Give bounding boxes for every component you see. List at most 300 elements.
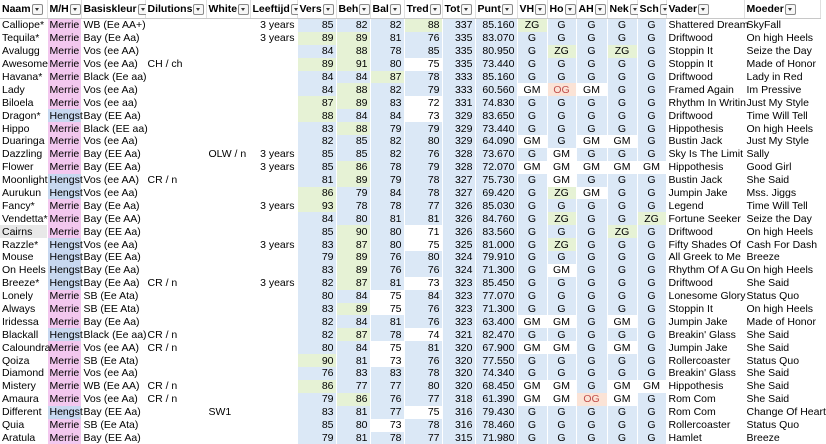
cell-tred[interactable]: 73 [404,109,442,122]
cell-vers[interactable]: 85 [297,225,336,238]
table-row[interactable] [0,277,820,290]
cell-ah[interactable]: G [576,32,607,45]
cell-punt[interactable]: 77.070 [475,290,517,303]
cell-punt[interactable]: 71.300 [475,303,517,316]
cell-punt[interactable]: 60.560 [475,83,517,96]
cell-white[interactable] [206,161,250,174]
cell-naam[interactable]: Awesome [0,58,47,71]
cell-dilutions[interactable] [145,161,206,174]
cell-dilutions[interactable] [145,19,206,32]
cell-vers[interactable]: 93 [297,199,336,212]
cell-dilutions[interactable] [145,187,206,200]
cell-ho[interactable]: G [547,109,576,122]
column-header-tred[interactable] [404,0,442,19]
cell-leeftijd[interactable] [250,419,297,432]
cell-punt[interactable]: 67.900 [475,341,517,354]
cell-ah[interactable]: G [576,277,607,290]
cell-beh[interactable]: 84 [336,71,370,84]
cell-basiskleur[interactable]: Bay (EE Aa) [81,148,145,161]
cell-naam[interactable]: Fancy* [0,199,47,212]
cell-m-h[interactable]: Merrie [47,341,81,354]
cell-m-h[interactable]: Merrie [47,393,81,406]
cell-nek[interactable]: G [607,419,637,432]
cell-vader[interactable]: All Greek to Me [666,251,744,264]
cell-ho[interactable]: G [547,199,576,212]
cell-naam[interactable]: Cairns [0,225,47,238]
cell-tred[interactable]: 76 [404,315,442,328]
cell-vers[interactable]: 82 [297,135,336,148]
cell-tot[interactable]: 316 [442,406,475,419]
cell-ho[interactable]: G [547,303,576,316]
filter-dropdown-icon[interactable] [193,4,204,15]
cell-sch[interactable]: G [637,58,666,71]
cell-sch[interactable]: GM [637,161,666,174]
cell-tot[interactable]: 326 [442,212,475,225]
cell-vader[interactable]: Hippothesis [666,380,744,393]
cell-tred[interactable]: 75 [404,406,442,419]
cell-bal[interactable]: 81 [370,212,404,225]
cell-leeftijd[interactable] [250,135,297,148]
cell-vader[interactable]: Sky Is The Limit [666,148,744,161]
cell-tred[interactable]: 76 [404,354,442,367]
cell-m-h[interactable]: Hengst [47,187,81,200]
cell-punt[interactable]: 69.420 [475,187,517,200]
cell-basiskleur[interactable]: Bay (EE Aa) [81,161,145,174]
cell-basiskleur[interactable]: SB (Ee Ata) [81,419,145,432]
cell-moeder[interactable]: She Said [744,341,820,354]
cell-tot[interactable]: 324 [442,264,475,277]
cell-moeder[interactable]: Seize the Day [744,45,820,58]
cell-beh[interactable]: 82 [336,19,370,32]
cell-sch[interactable]: G [637,367,666,380]
cell-nek[interactable]: G [607,19,637,32]
cell-sch[interactable]: G [637,109,666,122]
cell-vers[interactable]: 89 [297,32,336,45]
table-row[interactable] [0,161,820,174]
cell-ho[interactable]: G [547,71,576,84]
cell-vader[interactable]: Lonesome Glory [666,290,744,303]
cell-ho[interactable]: ZG [547,187,576,200]
cell-basiskleur[interactable]: Vos (ee Aa) [81,58,145,71]
cell-white[interactable] [206,419,250,432]
table-row[interactable] [0,341,820,354]
cell-m-h[interactable]: Merrie [47,19,81,32]
table-row[interactable] [0,199,820,212]
cell-naam[interactable]: Quia [0,419,47,432]
cell-nek[interactable]: G [607,328,637,341]
cell-tot[interactable]: 323 [442,290,475,303]
cell-white[interactable] [206,238,250,251]
cell-tot[interactable]: 316 [442,419,475,432]
cell-beh[interactable]: 85 [336,135,370,148]
cell-leeftijd[interactable] [250,303,297,316]
column-header-beh[interactable] [336,0,370,19]
cell-nek[interactable]: G [607,290,637,303]
cell-m-h[interactable]: Merrie [47,380,81,393]
cell-ah[interactable]: G [576,419,607,432]
cell-naam[interactable]: Mouse [0,251,47,264]
cell-vader[interactable]: Rollercoaster [666,354,744,367]
cell-white[interactable] [206,367,250,380]
cell-tot[interactable]: 320 [442,341,475,354]
cell-tot[interactable]: 328 [442,161,475,174]
cell-tred[interactable]: 78 [404,174,442,187]
cell-dilutions[interactable] [145,354,206,367]
cell-nek[interactable]: GM [607,393,637,406]
cell-ho[interactable]: OG [547,83,576,96]
cell-vader[interactable]: Framed Again [666,83,744,96]
cell-white[interactable] [206,45,250,58]
cell-tot[interactable]: 323 [442,303,475,316]
table-row[interactable] [0,19,820,32]
cell-moeder[interactable]: Time Will Tell [744,199,820,212]
cell-leeftijd[interactable] [250,58,297,71]
cell-basiskleur[interactable]: SB (Ee Ata) [81,290,145,303]
cell-leeftijd[interactable] [250,83,297,96]
cell-vers[interactable]: 84 [297,45,336,58]
table-row[interactable] [0,303,820,316]
filter-dropdown-icon[interactable] [359,4,370,15]
cell-moeder[interactable]: Breeze [744,251,820,264]
cell-basiskleur[interactable]: WB (Ee AA+) [81,19,145,32]
column-header-leeftijd[interactable] [250,0,297,19]
cell-nek[interactable]: G [607,83,637,96]
cell-ah[interactable]: G [576,225,607,238]
cell-bal[interactable]: 84 [370,187,404,200]
cell-tred[interactable]: 77 [404,199,442,212]
cell-moeder[interactable]: Just My Style [744,135,820,148]
cell-tot[interactable]: 323 [442,315,475,328]
cell-vader[interactable]: Driftwood [666,277,744,290]
table-row[interactable] [0,393,820,406]
cell-nek[interactable]: G [607,354,637,367]
cell-dilutions[interactable] [145,419,206,432]
cell-basiskleur[interactable]: Bay (Ee Aa) [81,315,145,328]
cell-m-h[interactable]: Merrie [47,45,81,58]
cell-ah[interactable]: G [576,328,607,341]
filter-dropdown-icon[interactable] [502,4,513,15]
cell-white[interactable] [206,315,250,328]
cell-vh[interactable]: G [517,225,547,238]
column-header-nek[interactable] [607,0,637,19]
cell-dilutions[interactable] [145,148,206,161]
cell-bal[interactable]: 75 [370,290,404,303]
cell-naam[interactable]: Dragon* [0,109,47,122]
cell-leeftijd[interactable]: 3 years [250,161,297,174]
cell-white[interactable] [206,251,250,264]
cell-vh[interactable]: G [517,71,547,84]
cell-vader[interactable]: Stoppin It [666,303,744,316]
cell-moeder[interactable]: She Said [744,328,820,341]
cell-m-h[interactable]: Merrie [47,419,81,432]
cell-tot[interactable]: 320 [442,354,475,367]
cell-white[interactable] [206,264,250,277]
cell-m-h[interactable]: Hengst [47,174,81,187]
cell-beh[interactable]: 84 [336,290,370,303]
cell-punt[interactable]: 80.950 [475,45,517,58]
cell-m-h[interactable]: Hengst [47,109,81,122]
cell-beh[interactable]: 77 [336,380,370,393]
cell-dilutions[interactable] [145,303,206,316]
cell-ho[interactable]: G [547,277,576,290]
cell-m-h[interactable]: Merrie [47,199,81,212]
cell-sch[interactable]: G [637,328,666,341]
cell-tot[interactable]: 329 [442,122,475,135]
cell-leeftijd[interactable] [250,354,297,367]
cell-tred[interactable]: 81 [404,341,442,354]
cell-leeftijd[interactable] [250,290,297,303]
cell-ho[interactable]: G [547,135,576,148]
cell-ah[interactable]: OG [576,393,607,406]
table-row[interactable] [0,187,820,200]
cell-nek[interactable]: G [607,187,637,200]
cell-punt[interactable]: 85.160 [475,71,517,84]
cell-dilutions[interactable] [145,32,206,45]
cell-tred[interactable]: 81 [404,212,442,225]
cell-vh[interactable]: G [517,212,547,225]
cell-moeder[interactable]: Cash For Dash [744,238,820,251]
cell-beh[interactable]: 89 [336,174,370,187]
cell-beh[interactable]: 84 [336,315,370,328]
cell-white[interactable] [206,290,250,303]
cell-ho[interactable]: GM [547,380,576,393]
cell-nek[interactable]: G [607,58,637,71]
cell-ho[interactable]: G [547,328,576,341]
cell-leeftijd[interactable] [250,367,297,380]
cell-bal[interactable]: 83 [370,367,404,380]
column-header-vers[interactable] [297,0,336,19]
table-row[interactable] [0,328,820,341]
cell-vers[interactable]: 82 [297,328,336,341]
cell-dilutions[interactable] [145,83,206,96]
cell-naam[interactable]: Aratula [0,432,47,444]
cell-tred[interactable]: 79 [404,161,442,174]
cell-vader[interactable]: Driftwood [666,109,744,122]
table-row[interactable] [0,238,820,251]
cell-beh[interactable]: 87 [336,238,370,251]
cell-beh[interactable]: 84 [336,109,370,122]
cell-beh[interactable]: 88 [336,122,370,135]
cell-beh[interactable]: 87 [336,328,370,341]
table-row[interactable] [0,135,820,148]
cell-tot[interactable]: 328 [442,148,475,161]
cell-sch[interactable]: G [637,148,666,161]
cell-ho[interactable]: ZG [547,212,576,225]
cell-vader[interactable]: Rom Com [666,393,744,406]
cell-vers[interactable]: 81 [297,174,336,187]
cell-beh[interactable]: 81 [336,432,370,444]
cell-sch[interactable]: G [637,225,666,238]
cell-ah[interactable]: G [576,45,607,58]
cell-m-h[interactable]: Merrie [47,225,81,238]
cell-naam[interactable]: Lady [0,83,47,96]
cell-ho[interactable]: GM [547,315,576,328]
cell-ah[interactable]: G [576,96,607,109]
cell-dilutions[interactable] [145,432,206,444]
table-row[interactable] [0,32,820,45]
cell-tot[interactable]: 318 [442,393,475,406]
table-row[interactable] [0,290,820,303]
cell-sch[interactable]: G [637,264,666,277]
cell-nek[interactable]: GM [607,315,637,328]
cell-beh[interactable]: 90 [336,225,370,238]
cell-dilutions[interactable]: CR / n [145,341,206,354]
cell-sch[interactable]: G [637,238,666,251]
cell-vh[interactable]: G [517,406,547,419]
cell-naam[interactable]: Diamond [0,367,47,380]
cell-tot[interactable]: 329 [442,109,475,122]
cell-vers[interactable]: 85 [297,419,336,432]
cell-ah[interactable]: GM [576,135,607,148]
cell-dilutions[interactable] [145,199,206,212]
cell-tred[interactable]: 80 [404,135,442,148]
cell-punt[interactable]: 81.000 [475,238,517,251]
cell-nek[interactable]: G [607,148,637,161]
cell-leeftijd[interactable] [250,406,297,419]
cell-naam[interactable]: On Heels [0,264,47,277]
cell-ah[interactable]: G [576,251,607,264]
cell-m-h[interactable]: Hengst [47,264,81,277]
filter-dropdown-icon[interactable] [32,4,43,15]
cell-ho[interactable]: GM [547,341,576,354]
cell-vers[interactable]: 80 [297,341,336,354]
cell-moeder[interactable]: On high Heels [744,32,820,45]
cell-white[interactable] [206,135,250,148]
cell-m-h[interactable]: Merrie [47,96,81,109]
cell-dilutions[interactable] [145,251,206,264]
cell-white[interactable] [206,19,250,32]
cell-bal[interactable]: 77 [370,406,404,419]
cell-nek[interactable]: GM [607,341,637,354]
cell-dilutions[interactable] [145,406,206,419]
cell-vh[interactable]: GM [517,315,547,328]
cell-punt[interactable]: 63.400 [475,315,517,328]
cell-naam[interactable]: Flower [0,161,47,174]
cell-leeftijd[interactable] [250,45,297,58]
cell-tot[interactable]: 323 [442,277,475,290]
cell-vader[interactable]: Stoppin It [666,45,744,58]
cell-naam[interactable]: Tequila* [0,32,47,45]
cell-bal[interactable]: 83 [370,96,404,109]
cell-vh[interactable]: G [517,328,547,341]
cell-tred[interactable]: 71 [404,225,442,238]
cell-sch[interactable]: G [637,19,666,32]
cell-basiskleur[interactable]: Bay (EE Aa) [81,251,145,264]
cell-beh[interactable]: 91 [336,58,370,71]
cell-ah[interactable]: G [576,303,607,316]
cell-leeftijd[interactable] [250,174,297,187]
cell-tred[interactable]: 76 [404,264,442,277]
cell-ah[interactable]: G [576,432,607,444]
cell-tot[interactable]: 335 [442,58,475,71]
cell-tred[interactable]: 72 [404,96,442,109]
table-row[interactable] [0,264,820,277]
cell-naam[interactable]: Moonlight [0,174,47,187]
cell-white[interactable] [206,58,250,71]
cell-tot[interactable]: 331 [442,96,475,109]
cell-moeder[interactable]: She Said [744,393,820,406]
cell-leeftijd[interactable] [250,315,297,328]
filter-dropdown-icon[interactable] [323,4,334,15]
cell-vh[interactable]: G [517,32,547,45]
cell-m-h[interactable]: Merrie [47,148,81,161]
cell-ah[interactable]: G [576,122,607,135]
cell-tot[interactable]: 321 [442,328,475,341]
cell-ho[interactable]: G [547,96,576,109]
cell-leeftijd[interactable] [250,212,297,225]
cell-leeftijd[interactable] [250,251,297,264]
cell-dilutions[interactable] [145,71,206,84]
cell-vader[interactable]: Hamlet [666,432,744,444]
cell-leeftijd[interactable] [250,380,297,393]
filter-dropdown-icon[interactable] [461,4,472,15]
cell-nek[interactable]: GM [607,161,637,174]
cell-basiskleur[interactable]: Vos (ee Aa) [81,367,145,380]
cell-moeder[interactable]: She Said [744,174,820,187]
cell-beh[interactable]: 86 [336,161,370,174]
cell-vers[interactable]: 90 [297,354,336,367]
cell-vh[interactable]: G [517,354,547,367]
cell-moeder[interactable]: She Said [744,367,820,380]
cell-tot[interactable]: 329 [442,135,475,148]
cell-sch[interactable]: G [637,96,666,109]
cell-punt[interactable]: 71.980 [475,432,517,444]
cell-naam[interactable]: Havana* [0,71,47,84]
cell-beh[interactable]: 81 [336,354,370,367]
cell-sch[interactable]: G [637,315,666,328]
cell-basiskleur[interactable]: Vos (ee Aa) [81,135,145,148]
cell-tred[interactable]: 75 [404,238,442,251]
cell-vers[interactable]: 83 [297,238,336,251]
cell-naam[interactable]: Vendetta* [0,212,47,225]
cell-punt[interactable]: 74.340 [475,367,517,380]
cell-vader[interactable]: Driftwood [666,225,744,238]
cell-vers[interactable]: 88 [297,109,336,122]
cell-vh[interactable]: G [517,148,547,161]
cell-leeftijd[interactable]: 3 years [250,238,297,251]
cell-tred[interactable]: 76 [404,303,442,316]
cell-basiskleur[interactable]: Vos (ee AA) [81,174,145,187]
cell-basiskleur[interactable]: Bay (Ee Aa) [81,32,145,45]
cell-tred[interactable]: 74 [404,328,442,341]
cell-vh[interactable]: G [517,419,547,432]
cell-white[interactable] [206,83,250,96]
cell-vh[interactable]: GM [517,161,547,174]
cell-sch[interactable]: G [637,432,666,444]
cell-beh[interactable]: 89 [336,251,370,264]
cell-tred[interactable]: 73 [404,277,442,290]
cell-basiskleur[interactable]: Vos (ee aa) [81,96,145,109]
column-header-ho[interactable] [547,0,576,19]
cell-bal[interactable]: 81 [370,277,404,290]
cell-vader[interactable]: Rollercoaster [666,419,744,432]
cell-punt[interactable]: 79.910 [475,251,517,264]
cell-nek[interactable]: G [607,96,637,109]
cell-ho[interactable]: G [547,19,576,32]
cell-tred[interactable]: 78 [404,419,442,432]
cell-beh[interactable]: 88 [336,45,370,58]
cell-tred[interactable]: 78 [404,367,442,380]
cell-tred[interactable]: 78 [404,187,442,200]
cell-ho[interactable]: ZG [547,45,576,58]
cell-tot[interactable]: 335 [442,32,475,45]
cell-tot[interactable]: 337 [442,19,475,32]
cell-basiskleur[interactable]: WB (Ee AA) [81,380,145,393]
cell-naam[interactable]: Blackall [0,328,47,341]
cell-moeder[interactable]: Breeze [744,432,820,444]
cell-leeftijd[interactable]: 3 years [250,199,297,212]
cell-vader[interactable]: Driftwood [666,71,744,84]
